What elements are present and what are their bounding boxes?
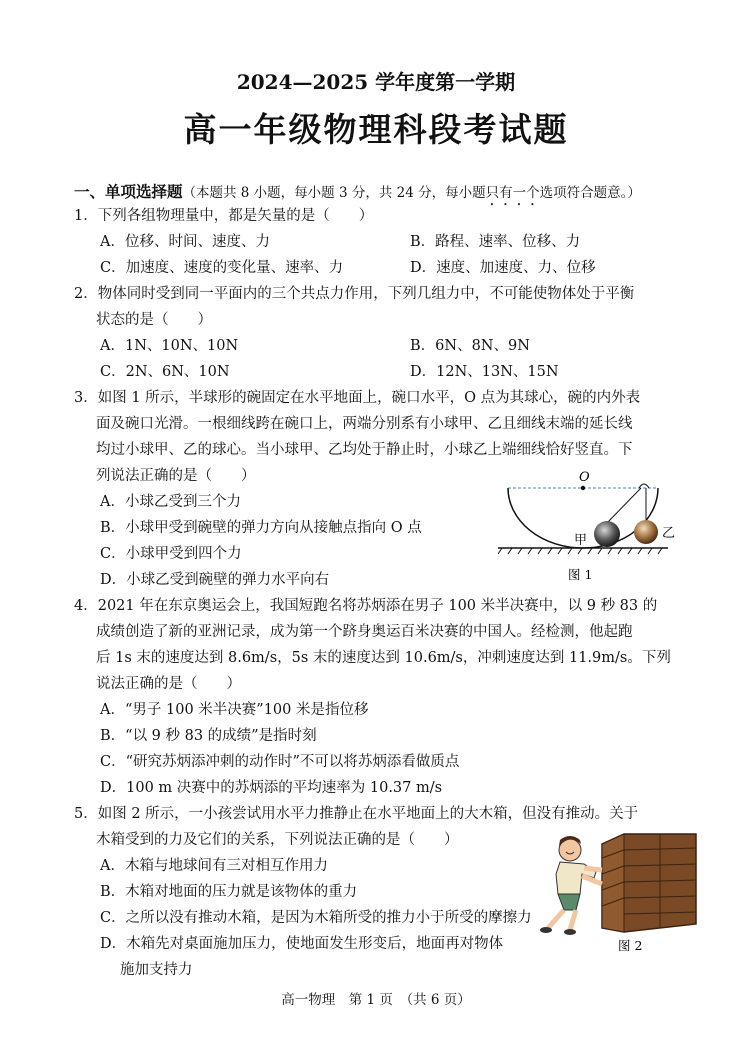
label-o: O	[579, 470, 590, 485]
figure-1-bowl	[498, 466, 698, 588]
q3-option-d: D．小球乙受到碗壁的弹力水平向右	[100, 572, 330, 588]
figure-2-caption: 图 2	[618, 938, 643, 953]
figure-1-caption: 图 1	[568, 567, 593, 582]
emphasis-text: 只有一个	[485, 185, 540, 201]
center-point-o	[581, 486, 585, 490]
q3-option-b: B．小球甲受到碗壁的弹力方向从接触点指向 O 点	[100, 520, 422, 536]
q1-option-c: C．加速度、速度的变化量、速率、力	[100, 260, 344, 276]
q1-option-b: B．路程、速率、位移、力	[410, 234, 581, 250]
section-title: 一、单项选择题	[74, 183, 183, 201]
figure-2-child-crate	[540, 828, 706, 956]
q4-stem-line3: 后 1s 末的速度达到 8.6m/s，5s 末的速度达到 10.6m/s，冲刺速度达到 11.9m/s。下列	[96, 650, 671, 666]
q4-option-a: A．“男子 100 米半决赛”100 米是指位移	[100, 702, 369, 718]
q4-stem-line2: 成绩创造了新的亚洲记录，成为第一个跻身奥运百米决赛的中国人。经检测，他起跑	[96, 624, 633, 640]
q5-stem-line1: 5．如图 2 所示，一小孩尝试用水平力推静止在水平地面上的大木箱，但没有推动。关于	[74, 806, 639, 822]
q5-stem-line2: 木箱受到的力及它们的关系，下列说法正确的是（ ）	[96, 832, 459, 848]
q4-stem-line1: 4．2021 年在东京奥运会上，我国短跑名将苏炳添在男子 100 米半决赛中，以 9 秒 83 的	[74, 598, 658, 614]
q3-stem-line2: 面及碗口光滑。一根细线跨在碗口上，两端分别系有小球甲、乙且细线末端的延长线	[96, 416, 633, 432]
q3-stem-line3: 均过小球甲、乙的球心。当小球甲、乙均处于静止时，小球乙上端细线恰好竖直。下	[96, 442, 633, 458]
ground-hatch	[498, 548, 662, 554]
q2-option-d: D．12N、13N、15N	[410, 364, 559, 380]
string-jia	[606, 488, 641, 524]
exam-subtitle: 2024—2025 学年度第一学期	[236, 70, 516, 94]
q3-option-c: C．小球甲受到四个力	[100, 546, 242, 562]
section-note: （本题共 8 小题，每小题 3 分，共 24 分，每小题只有一个选项符合题意。）	[182, 185, 641, 201]
q5-option-b: B．木箱对地面的压力就是该物体的重力	[100, 884, 358, 900]
q4-option-b: B．“以 9 秒 83 的成绩”是指时刻	[100, 728, 317, 744]
page-footer: 高一物理 第 1 页 （共 6 页）	[281, 992, 471, 1008]
q2-stem-line1: 2．物体同时受到同一平面内的三个共点力作用，下列几组力中，不可能使物体处于平衡	[74, 286, 635, 302]
q4-option-c: C．“研究苏炳添冲刺的动作时”不可以将苏炳添看做质点	[100, 754, 460, 770]
q3-option-a: A．小球乙受到三个力	[100, 494, 241, 510]
q2-option-c: C．2N、6N、10N	[100, 364, 230, 380]
q5-option-a: A．木箱与地球间有三对相互作用力	[100, 858, 328, 874]
q1-option-d: D．速度、加速度、力、位移	[410, 260, 596, 276]
q4-option-d: D．100 m 决赛中的苏炳添的平均速率为 10.37 m/s	[100, 780, 443, 796]
child-figure	[540, 836, 602, 935]
q4-stem-line4: 说法正确的是（ ）	[96, 676, 241, 692]
label-jia: 甲	[574, 533, 588, 548]
label-yi: 乙	[662, 526, 676, 541]
q2-option-a: A．1N、10N、10N	[100, 338, 239, 354]
section-heading	[74, 180, 641, 209]
ball-jia	[594, 521, 620, 547]
q2-stem-line2: 状态的是（ ）	[96, 312, 212, 328]
q1-stem: 1．下列各组物理量中，都是矢量的是（ ）	[74, 208, 374, 224]
exam-title: 高一年级物理科段考试题	[183, 110, 569, 149]
q1-option-a: A．位移、时间、速度、力	[100, 234, 270, 250]
q2-option-b: B．6N、8N、9N	[410, 338, 530, 354]
q3-stem-line4: 列说法正确的是（ ）	[96, 468, 256, 484]
ball-yi	[634, 520, 658, 544]
q5-option-d-line1: D．木箱先对桌面施加压力，使地面发生形变后，地面再对物体	[100, 936, 504, 952]
string-over-rim	[639, 484, 649, 488]
wooden-crate	[602, 834, 696, 932]
q5-option-d-line2: 施加支持力	[120, 962, 193, 978]
q3-stem-line1: 3．如图 1 所示，半球形的碗固定在水平地面上，碗口水平，O 点为其球心，碗的内外表	[74, 390, 641, 406]
q5-option-c: C．之所以没有推动木箱，是因为木箱所受的推力小于所受的摩擦力	[100, 910, 532, 926]
